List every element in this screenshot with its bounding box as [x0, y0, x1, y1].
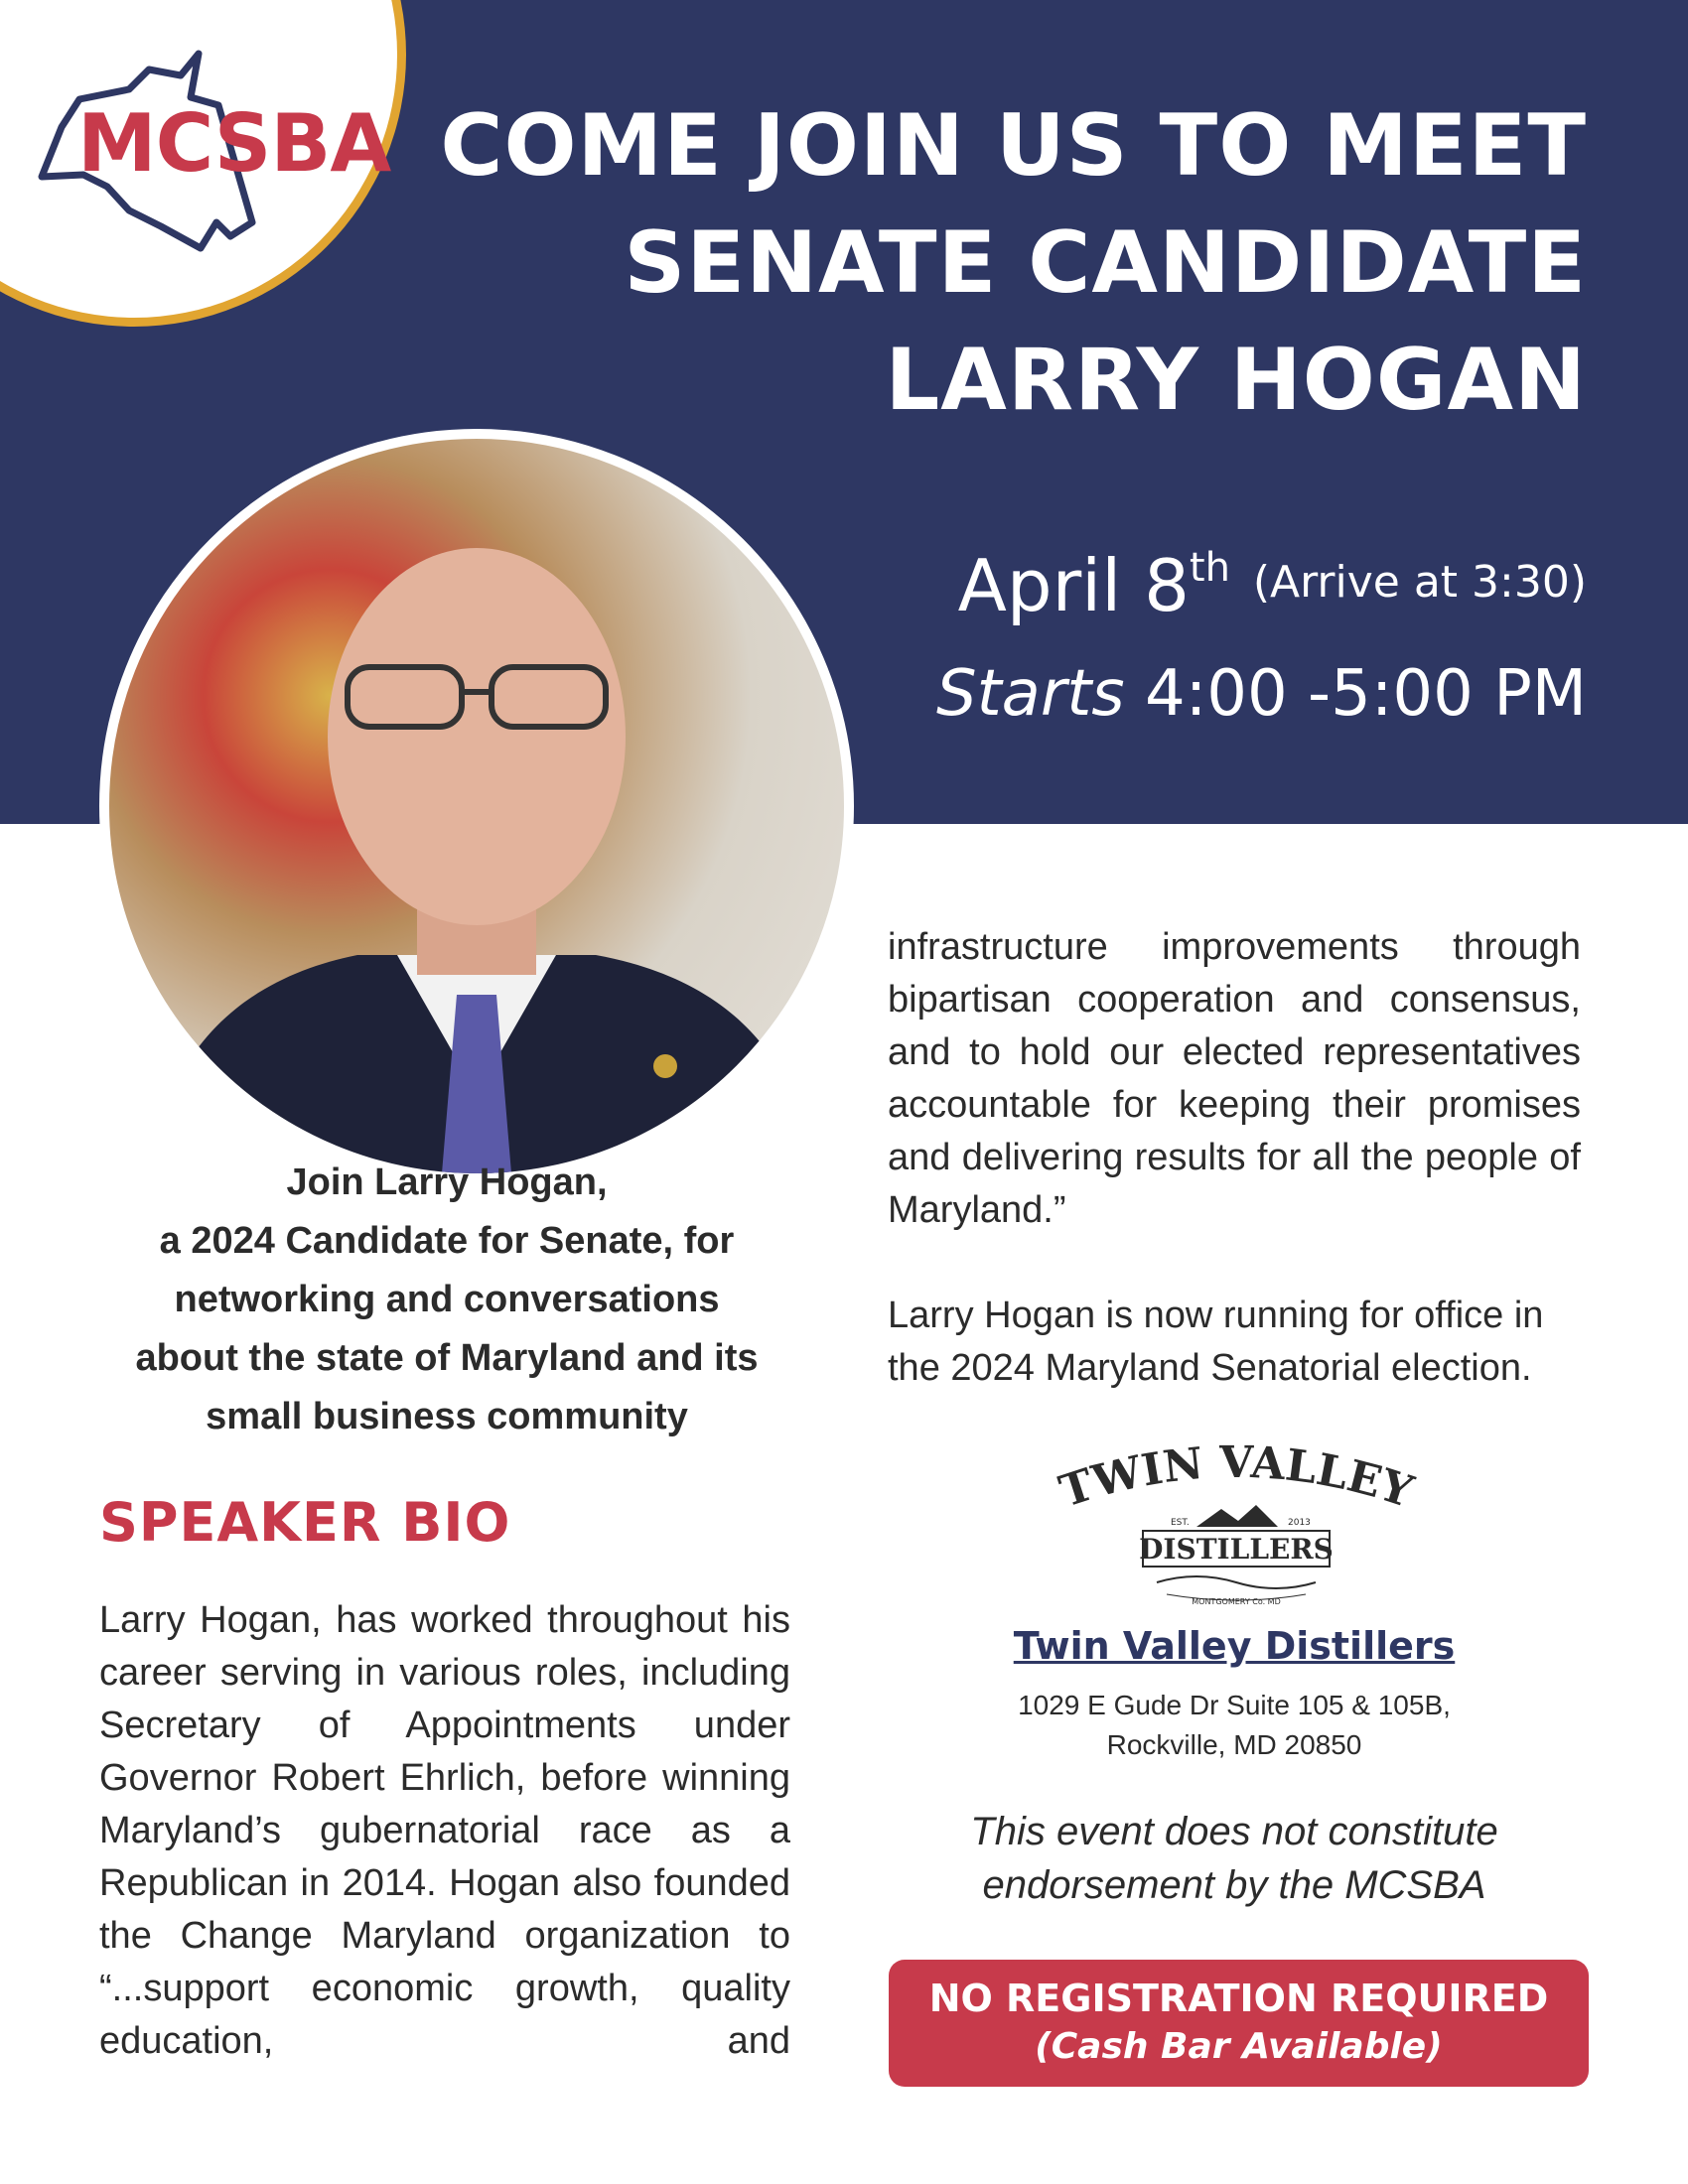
logo-text: MCSBA — [77, 97, 391, 190]
arrival-note: (Arrive at 3:30) — [1252, 557, 1587, 608]
speaker-bio-continued — [888, 921, 1581, 1395]
headline — [336, 87, 1587, 439]
venue-name[interactable]: Twin Valley Distillers — [1013, 1624, 1456, 1668]
endorsement-disclaimer — [888, 1805, 1581, 1912]
event-date — [958, 544, 1587, 627]
logo-twin-valley-text: TWIN VALLEY — [1054, 1437, 1419, 1518]
time-value: 4:00 -5:00 PM — [1144, 657, 1587, 731]
twin-valley-logo — [1048, 1437, 1425, 1606]
registration-banner — [889, 1960, 1589, 2087]
bio-running-paragraph: Larry Hogan is now running for office in the 2024 Maryland Senatorial election. — [888, 1295, 1544, 1389]
disclaimer-line: endorsement by the MCSBA — [982, 1863, 1486, 1907]
intro-line: a 2024 Candidate for Senate, for — [159, 1220, 735, 1262]
event-time — [936, 657, 1587, 731]
speaker-photo — [99, 429, 854, 1183]
intro-line: about the state of Maryland and its — [135, 1337, 759, 1379]
speaker-bio-text: Larry Hogan, has worked throughout his career serving in various roles, including Secretary of Appointments under Governor Robert Ehrlich, before winning Maryland’s gubernatorial race as a Republican in 2014. Hogan also founded the Change Maryland organization to “...support economic growth, quality education, and — [99, 1599, 790, 2062]
headline-line: COME JOIN US TO MEET — [440, 96, 1587, 196]
address-line: 1029 E Gude Dr Suite 105 & 105B, — [1018, 1690, 1451, 1720]
logo-est-text: EST. — [1171, 1518, 1190, 1528]
disclaimer-line: This event does not constitute — [970, 1810, 1498, 1853]
logo-year-text: 2013 — [1288, 1518, 1311, 1528]
logo-distillers-text: DISTILLERS — [1139, 1533, 1334, 1566]
logo-location-text: MONTGOMERY Co. MD — [1192, 1597, 1281, 1606]
date-main: April 8 — [957, 544, 1190, 627]
intro-line: small business community — [206, 1396, 688, 1437]
cash-bar-note: (Cash Bar Available) — [1035, 2026, 1443, 2067]
address-line: Rockville, MD 20850 — [1106, 1729, 1362, 1760]
venue-address — [888, 1686, 1581, 1765]
time-label: Starts — [935, 657, 1125, 731]
intro-line: networking and conversations — [174, 1279, 720, 1320]
svg-text:TWIN VALLEY — [1054, 1437, 1419, 1518]
headline-line: SENATE CANDIDATE — [624, 213, 1587, 313]
headline-line: LARRY HOGAN — [885, 331, 1587, 430]
intro-line: Join Larry Hogan, — [286, 1161, 608, 1203]
speaker-bio-title: SPEAKER BIO — [99, 1491, 511, 1554]
date-suffix: th — [1189, 545, 1230, 591]
intro-text — [89, 1154, 804, 1446]
registration-text: NO REGISTRATION REQUIRED — [928, 1977, 1549, 2020]
bio-continued-paragraph: infrastructure improvements through bipartisan cooperation and consensus, and to hold our elected representatives accountable for keeping their promises and delivering results for all the people of Maryland.” — [888, 926, 1581, 1231]
